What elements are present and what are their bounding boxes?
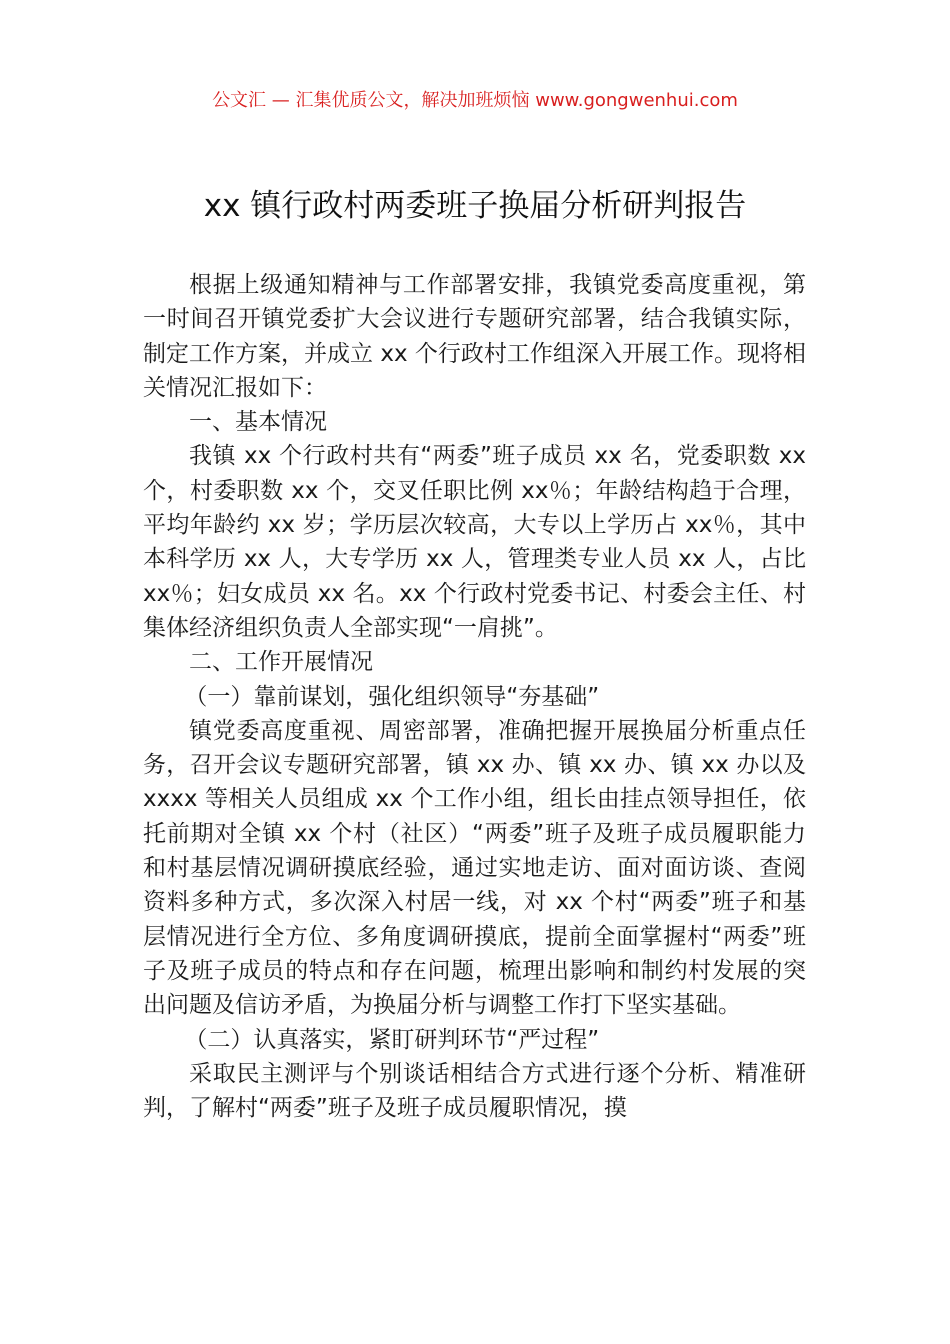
intro-paragraph: 根据上级通知精神与工作部署安排，我镇党委高度重视，第一时间召开镇党委扩大会议进行专题研究部署，结合我镇实际，制定工作方案，并成立 xx 个行政村工作组深入开展工作。现将相关情况汇报如下： — [143, 272, 806, 401]
document-body — [143, 268, 806, 1125]
document-title: xx 镇行政村两委班子换届分析研判报告 — [203, 188, 747, 224]
subsection-1-paragraph: 镇党委高度重视、周密部署，准确把握开展换届分析重点任务，召开会议专题研究部署，镇 xx 办、镇 xx 办、镇 xx 办以及 xxxx 等相关人员组成 xx 个工作小组，组长由挂点领导担任，依托前期对全镇 xx 个村（社区）“两委”班子及班子成员履职能力和村基层情况调研摸底经验，通过实地走访、面对面访谈、查阅资料多种方式，多次深入村居一线，对 xx 个村“两委”班子和基层情况进行全方位、多角度调研摸底，提前全面掌握村“两委”班子及班子成员的特点和存在问题，梳理出影响和制约村发展的突出问题及信访矛盾，为换届分析与调整工作打下坚实基础。 — [143, 717, 806, 1019]
section-basic-paragraph: 我镇 xx 个行政村共有“两委”班子成员 xx 名，党委职数 xx 个，村委职数 xx 个，交叉任职比例 xx％；年龄结构趋于合理，平均年龄约 xx 岁；学历层次较高，大专以上学历占 xx％，其中本科学历 xx 人，大专学历 xx 人，管理类专业人员 xx 人，占比 xx％；妇女成员 xx 名。xx 个行政村党委书记、村委会主任、村集体经济组织负责人全部实现“一肩挑”。 — [143, 443, 806, 641]
section-heading-work: 二、工作开展情况 — [189, 649, 373, 676]
section-heading-basic: 一、基本情况 — [189, 409, 327, 436]
subsection-heading-2: （二）认真落实，紧盯研判环节“严过程” — [184, 1026, 600, 1053]
subsection-heading-1: （一）靠前谋划，强化组织领导“夯基础” — [184, 683, 600, 710]
subsection-2-paragraph: 采取民主测评与个别谈话相结合方式进行逐个分析、精准研判，了解村“两委”班子及班子成员履职情况，摸 — [143, 1060, 806, 1122]
header-banner: 公文汇 — 汇集优质公文，解决加班烦恼 www.gongwenhui.com — [212, 90, 738, 111]
